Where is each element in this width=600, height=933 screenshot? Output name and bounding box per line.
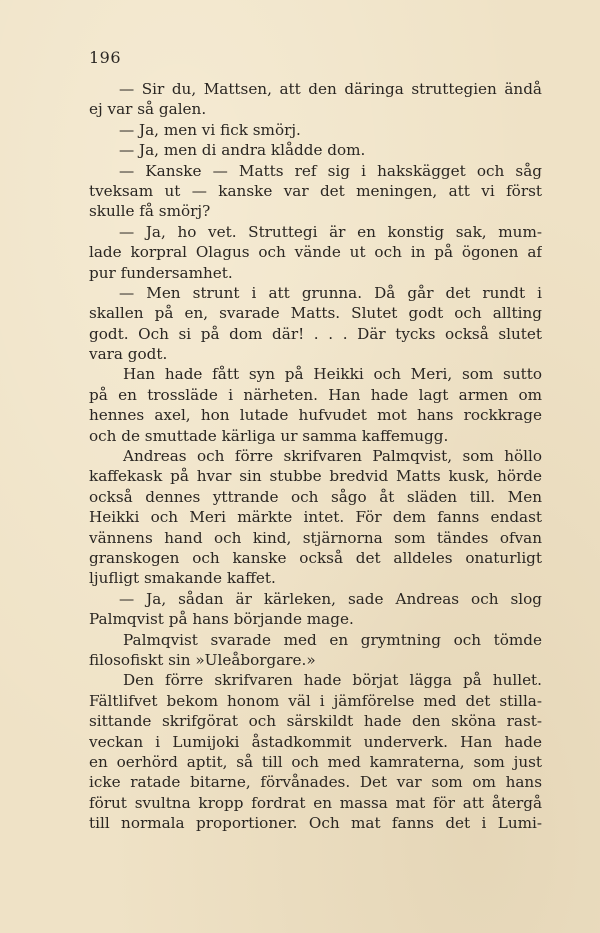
text-line: veckan i Lumijoki åstadkommit underverk. Han hade — [89, 732, 542, 751]
text-line: hennes axel, hon lutade hufvudet mot hans rockkrage — [89, 406, 542, 425]
text-line: Den förre skrifvaren hade börjat lägga på hullet. — [123, 671, 542, 690]
text-line: icke ratade bitarne, förvånades. Det var som om hans — [89, 773, 542, 792]
text-line: Palmqvist svarade med en grymtning och tömde — [123, 630, 542, 649]
text-line: — Ja, men di andra klådde dom. — [119, 141, 366, 160]
text-line: skulle få smörj? — [89, 202, 211, 221]
text-line: skallen på en, svarade Matts. Slutet godt och allting — [89, 304, 542, 323]
text-line: pur fundersamhet. — [89, 263, 233, 282]
text-line: — Ja, men vi fick smörj. — [119, 120, 301, 139]
text-line: granskogen och kanske också det alldeles onaturligt — [89, 548, 542, 567]
text-line: lade korpral Olagus och vände ut och in på ögonen af — [89, 243, 542, 262]
page-number: 196 — [89, 48, 122, 67]
text-line: till normala proportioner. Och mat fanns det i Lumi- — [89, 814, 542, 833]
text-line: vara godt. — [89, 345, 168, 364]
text-line: — Sir du, Mattsen, att den däringa struttegien ändå — [119, 80, 542, 98]
body-text — [89, 79, 542, 833]
text-line: sittande skrifgörat och särskildt hade den sköna rast- — [89, 712, 542, 731]
text-line: godt. Och si på dom där! . . . Där tycks också slutet — [89, 324, 542, 343]
text-line: — Ja, sådan är kärleken, sade Andreas och slog — [119, 589, 542, 608]
text-line: Heikki och Meri märkte intet. För dem fanns endast — [89, 508, 542, 527]
text-line: ljufligt smakande kaffet. — [89, 569, 276, 588]
text-line: ej var så galen. — [89, 100, 207, 119]
text-line: — Men strunt i att grunna. Då går det rundt i — [119, 283, 542, 302]
text-line: också dennes yttrande och sågo åt släden till. Men — [89, 487, 542, 506]
text-line: tveksam ut — kanske var det meningen, att vi först — [89, 181, 542, 200]
text-line: en oerhörd aptit, så till och med kamraterna, som just — [89, 752, 542, 771]
text-line: — Kanske — Matts ref sig i hakskägget och såg — [119, 161, 542, 180]
text-line: kaffekask på hvar sin stubbe bredvid Matts kusk, hörde — [89, 467, 542, 486]
text-line: Han hade fått syn på Heikki och Meri, som sutto — [123, 365, 542, 384]
text-line: vännens hand och kind, stjärnorna som tändes ofvan — [89, 528, 542, 547]
text-line: Palmqvist på hans börjande mage. — [89, 610, 354, 629]
text-line: Fältlifvet bekom honom väl i jämförelse med det stilla- — [89, 691, 542, 710]
text-line: filosofiskt sin »Uleåborgare.» — [89, 650, 316, 669]
text-line: på en trossläde i närheten. Han hade lagt armen om — [89, 385, 542, 404]
text-line: Andreas och förre skrifvaren Palmqvist, som höllo — [123, 447, 542, 466]
text-line: och de smuttade kärliga ur samma kaffemugg. — [89, 426, 449, 445]
text-line: förut svultna kropp fordrat en massa mat för att återgå — [89, 793, 542, 812]
text-line: — Ja, ho vet. Struttegi är en konstig sak, mum- — [119, 222, 542, 241]
